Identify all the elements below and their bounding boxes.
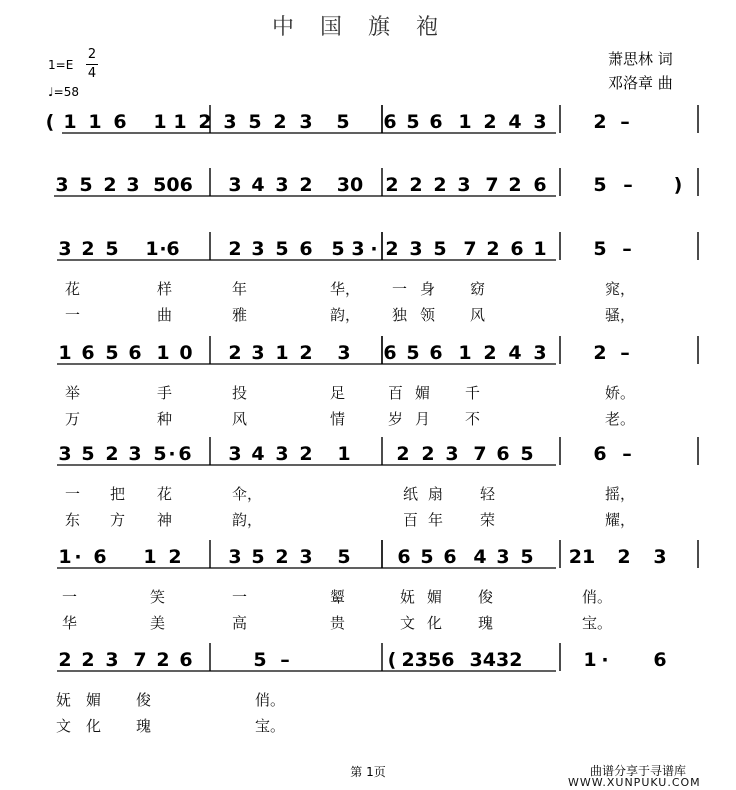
note: 3 [457, 174, 471, 196]
note: 7 [485, 174, 499, 196]
note: 3 [653, 546, 667, 568]
note: 5 [593, 174, 607, 196]
lyric-verse-2: 化 [427, 614, 443, 632]
lyric-verse-1: 娇。 [605, 384, 636, 402]
note: 1 [153, 111, 167, 133]
lyric-verse-1: 俏。 [255, 691, 286, 709]
note: 1 [458, 342, 472, 364]
note: 4 [508, 342, 522, 364]
lyric-verse-2: 骚， [605, 306, 636, 324]
lyric-verse-1: 媚 [86, 691, 102, 709]
note: 2 [81, 238, 95, 260]
lyric-verse-2: 高 [232, 614, 248, 632]
note: 1 [583, 649, 597, 671]
note: 3 [58, 443, 72, 465]
note: 6 [533, 174, 547, 196]
lyric-verse-2: 文 [56, 717, 72, 735]
note: 5 [520, 546, 534, 568]
note: 2 [156, 649, 170, 671]
lyric-verse-2: 独 [392, 306, 408, 324]
lyric-verse-2: 化 [86, 717, 102, 735]
lyric-verse-1: 手 [157, 384, 173, 402]
note: 5 [336, 111, 350, 133]
note: 3 [533, 111, 547, 133]
note: 3 [251, 238, 265, 260]
lyric-verse-1: 俊 [478, 588, 494, 606]
note: – [622, 443, 632, 465]
note: 2 [593, 111, 607, 133]
lyric-verse-2: 文 [400, 614, 416, 632]
note: 5 [153, 443, 167, 465]
lyric-verse-2: 风 [470, 306, 486, 324]
lyric-verse-1: 一 [392, 280, 408, 298]
note: 6 [128, 342, 142, 364]
lyric-verse-2: 风 [232, 410, 248, 428]
note: 3 [496, 546, 510, 568]
note: 5 [248, 111, 262, 133]
note: 1 [145, 238, 159, 260]
lyric-verse-1: 扇 [428, 485, 444, 503]
note: 5 [337, 546, 351, 568]
note: 1 [63, 111, 77, 133]
note: 2 [617, 546, 631, 568]
lyric-verse-2: 曲 [157, 306, 173, 324]
lyric-verse-2: 宝。 [582, 614, 613, 632]
lyric-verse-1: 千 [465, 384, 481, 402]
note: 5 [79, 174, 93, 196]
note: 6 [510, 238, 524, 260]
watermark: 曲谱分享于寻谱库 [590, 764, 687, 778]
note: 3 [445, 443, 459, 465]
note: · [370, 238, 378, 260]
note: · [74, 546, 82, 568]
note: 3 [351, 238, 365, 260]
note: 2 [198, 111, 212, 133]
lyric-verse-2: 耀， [605, 511, 636, 529]
note: 3 [128, 443, 142, 465]
lyric-verse-1: 俏。 [582, 588, 613, 606]
lyric-verse-2: 领 [420, 306, 436, 324]
lyric-verse-2: 贵 [330, 614, 346, 632]
note: – [620, 111, 630, 133]
lyric-verse-2: 东 [65, 511, 81, 529]
note: 2 [58, 649, 72, 671]
lyric-verse-1: 百 [388, 384, 404, 402]
lyric-verse-1: 妩 [56, 691, 72, 709]
note: 2 [299, 443, 313, 465]
lyric-verse-2: 华 [62, 614, 78, 632]
note: 7 [463, 238, 477, 260]
note: 2 [483, 111, 497, 133]
note: 3 [228, 443, 242, 465]
key-signature: 1=E [48, 58, 74, 72]
note: 0 [179, 342, 193, 364]
lyric-verse-2: 雅 [232, 306, 248, 324]
note: 6 [429, 342, 443, 364]
note: 3 [126, 174, 140, 196]
note: · [168, 443, 176, 465]
lyric-verse-1: 投 [232, 384, 248, 402]
note: 6 [653, 649, 667, 671]
lyric-verse-1: 俊 [136, 691, 152, 709]
note: 7 [133, 649, 147, 671]
lyric-verse-2: 瑰 [136, 717, 152, 735]
note: 2 [81, 649, 95, 671]
lyric-verse-2: 不 [465, 410, 481, 428]
note: 506 [153, 174, 193, 196]
note: 1 [337, 443, 351, 465]
tempo-value: =58 [53, 85, 79, 99]
note: 1 [58, 546, 72, 568]
lyric-verse-1: 花 [157, 485, 173, 503]
note: 2 [103, 174, 117, 196]
lyric-verse-1: 举 [65, 384, 81, 402]
note: 1 [156, 342, 170, 364]
lyric-verse-1: 一 [232, 588, 248, 606]
note: 7 [473, 443, 487, 465]
note: 2356 [401, 649, 455, 671]
lyric-verse-2: 方 [110, 511, 126, 529]
lyric-verse-1: 伞， [232, 485, 263, 503]
lyric-verse-1: 颦 [330, 588, 346, 606]
note: 2 [421, 443, 435, 465]
note: – [623, 174, 633, 196]
lyric-verse-1: 媚 [427, 588, 443, 606]
note: 1 [88, 111, 102, 133]
note: 5 [251, 546, 265, 568]
note: 6 [81, 342, 95, 364]
note: 6 [496, 443, 510, 465]
lyric-verse-2: 美 [150, 614, 166, 632]
note: 2 [385, 238, 399, 260]
note: 5 [406, 342, 420, 364]
note: 5 [520, 443, 534, 465]
lyric-verse-2: 情 [330, 410, 346, 428]
lyric-verse-1: 媚 [415, 384, 431, 402]
note: 2 [486, 238, 500, 260]
note: 3 [228, 546, 242, 568]
note: 6 [397, 546, 411, 568]
note: 4 [473, 546, 487, 568]
note: 1 [458, 111, 472, 133]
lyric-verse-1: 身 [420, 280, 436, 298]
note: 6 [383, 342, 397, 364]
lyricist-credit: 萧思林 词 [608, 50, 673, 68]
note: 1 [533, 238, 547, 260]
note: · [159, 238, 167, 260]
lyric-verse-1: 纸 [403, 485, 419, 503]
note: 2 [273, 111, 287, 133]
lyric-verse-1: 把 [110, 485, 126, 503]
note: 5 [331, 238, 345, 260]
note: 2 [433, 174, 447, 196]
note: 5 [81, 443, 95, 465]
note: 3432 [469, 649, 523, 671]
note: 3 [58, 238, 72, 260]
note: 5 [420, 546, 434, 568]
lyric-verse-1: 窕， [605, 280, 636, 298]
time-signature-top: 2 [87, 47, 97, 62]
note: 2 [299, 174, 313, 196]
lyric-verse-1: 窈 [470, 280, 486, 298]
lyric-verse-2: 年 [428, 511, 444, 529]
note: 6 [299, 238, 313, 260]
note: 1 [143, 546, 157, 568]
note: 6 [443, 546, 457, 568]
note: ( [45, 111, 55, 133]
note: 2 [385, 174, 399, 196]
note: 21 [568, 546, 596, 568]
note: 2 [275, 546, 289, 568]
note: 5 [593, 238, 607, 260]
note: 2 [508, 174, 522, 196]
note: 2 [593, 342, 607, 364]
lyric-verse-2: 月 [415, 410, 431, 428]
lyric-verse-2: 老。 [605, 410, 636, 428]
lyric-verse-2: 瑰 [478, 614, 494, 632]
lyric-verse-2: 种 [157, 410, 173, 428]
note: 4 [251, 443, 265, 465]
quarter-note-icon: ♩ [48, 85, 54, 99]
note: 2 [105, 443, 119, 465]
note: 2 [228, 238, 242, 260]
note: 6 [166, 238, 180, 260]
note: 2 [228, 342, 242, 364]
note: 3 [105, 649, 119, 671]
note: 3 [275, 443, 289, 465]
note: ) [673, 174, 683, 196]
note: 6 [429, 111, 443, 133]
note: 5 [105, 342, 119, 364]
note: 6 [383, 111, 397, 133]
note: 3 [251, 342, 265, 364]
note: 5 [253, 649, 267, 671]
watermark-url: WWW.XUNPUKU.COM [568, 776, 701, 789]
note: 3 [299, 546, 313, 568]
note: 6 [93, 546, 107, 568]
lyric-verse-2: 神 [157, 511, 173, 529]
note: 4 [508, 111, 522, 133]
note: 30 [336, 174, 364, 196]
lyric-verse-1: 笑 [150, 588, 166, 606]
note: 3 [337, 342, 351, 364]
note: 2 [483, 342, 497, 364]
composer-credit: 邓洛章 曲 [608, 74, 673, 92]
lyric-verse-2: 韵， [232, 511, 263, 529]
lyric-verse-2: 宝。 [255, 717, 286, 735]
note: 3 [55, 174, 69, 196]
page-number: 第 1页 [350, 765, 386, 779]
note: ( [387, 649, 397, 671]
note: 3 [299, 111, 313, 133]
note: – [622, 238, 632, 260]
lyric-verse-2: 韵， [330, 306, 361, 324]
note: 6 [593, 443, 607, 465]
note: 1 [275, 342, 289, 364]
song-title: 中国旗袍 [271, 15, 464, 40]
lyric-verse-2: 百 [403, 511, 419, 529]
note: 5 [275, 238, 289, 260]
note: 3 [228, 174, 242, 196]
note: 6 [178, 443, 192, 465]
lyric-verse-1: 足 [330, 384, 346, 402]
lyric-verse-1: 摇， [605, 485, 636, 503]
note: – [620, 342, 630, 364]
note: 6 [179, 649, 193, 671]
note: 6 [113, 111, 127, 133]
lyric-verse-1: 妩 [400, 588, 416, 606]
note: 1 [58, 342, 72, 364]
note: 3 [533, 342, 547, 364]
note: 2 [299, 342, 313, 364]
note: 1 [173, 111, 187, 133]
lyric-verse-2: 岁 [388, 410, 404, 428]
note: 2 [168, 546, 182, 568]
lyric-verse-1: 花 [65, 280, 81, 298]
note: 5 [406, 111, 420, 133]
note: 2 [396, 443, 410, 465]
note: – [280, 649, 290, 671]
lyric-verse-1: 一 [65, 485, 81, 503]
note: 5 [105, 238, 119, 260]
note: 4 [251, 174, 265, 196]
note: · [601, 649, 609, 671]
lyric-verse-2: 一 [65, 306, 81, 324]
note: 3 [223, 111, 237, 133]
lyric-verse-2: 荣 [480, 511, 496, 529]
lyric-verse-1: 一 [62, 588, 78, 606]
lyric-verse-1: 年 [232, 280, 248, 298]
lyric-verse-1: 华， [330, 280, 361, 298]
note: 5 [433, 238, 447, 260]
time-signature-bottom: 4 [87, 66, 97, 81]
note: 3 [409, 238, 423, 260]
note: 2 [409, 174, 423, 196]
lyric-verse-1: 样 [157, 280, 173, 298]
lyric-verse-1: 轻 [480, 485, 496, 503]
note: 3 [275, 174, 289, 196]
lyric-verse-2: 万 [65, 410, 81, 428]
